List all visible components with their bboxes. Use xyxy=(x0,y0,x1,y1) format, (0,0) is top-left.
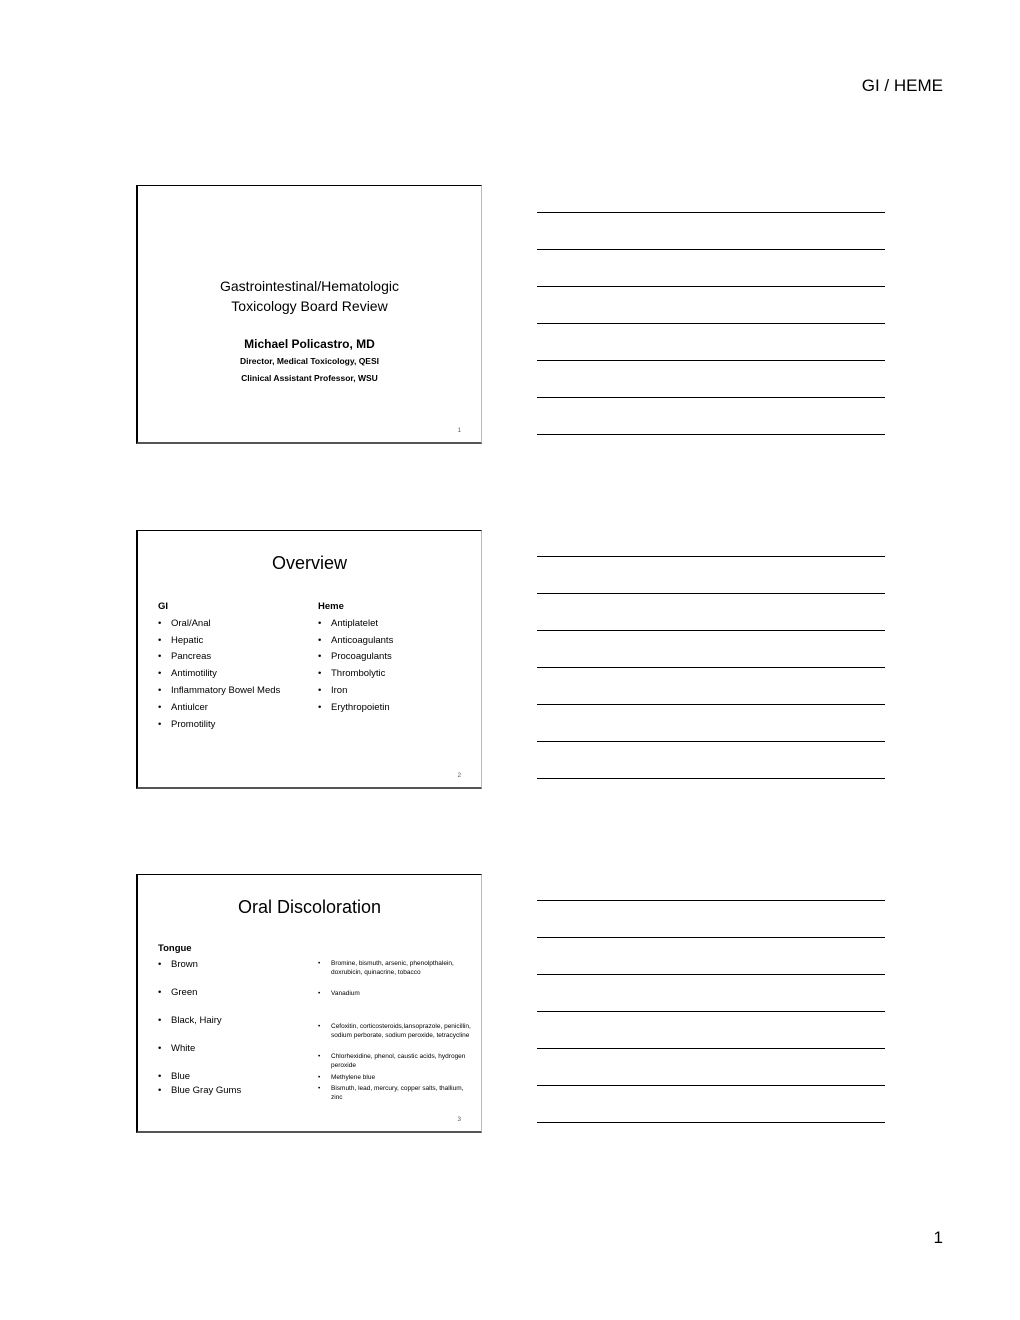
heme-column xyxy=(318,599,393,717)
note-line xyxy=(537,1011,885,1012)
note-line xyxy=(537,1048,885,1049)
gi-column xyxy=(158,599,280,733)
gi-item: • Pancreas xyxy=(158,649,280,666)
slide-1-thumbnail xyxy=(136,185,482,444)
color-item xyxy=(158,987,197,998)
note-line xyxy=(537,900,885,901)
heme-heading: Heme xyxy=(318,601,344,612)
color-blue-gray-gums: • Blue Gray Gums xyxy=(158,1085,241,1096)
gi-item: • Antimotility xyxy=(158,666,280,683)
slide-1-number: 1 xyxy=(457,428,461,434)
slide-2-thumbnail xyxy=(136,530,482,789)
note-line xyxy=(537,741,885,742)
slide-2-number: 2 xyxy=(457,773,461,779)
note-line xyxy=(537,704,885,705)
color-item xyxy=(158,1071,190,1082)
agent-list-blue: • Methylene blue xyxy=(318,1073,476,1082)
note-line xyxy=(537,212,885,213)
heme-item: • Anticoagulants xyxy=(318,633,393,650)
agent-list-brown: • Bromine, bismuth, arsenic, phenolpthalein, doxrubicin, quinacrine, tobacco xyxy=(318,959,476,978)
slide-2-heading: Overview xyxy=(271,553,347,573)
color-blue: • Blue xyxy=(158,1071,190,1082)
color-black-hairy: • Black, Hairy xyxy=(158,1015,222,1026)
agent-list-green: • Vanadium xyxy=(318,989,476,998)
heme-item: • Procoagulants xyxy=(318,649,393,666)
slide-1-title-line-2: Toxicology Board Review xyxy=(231,298,388,314)
gi-item: • Antiulcer xyxy=(158,700,280,717)
color-green: • Green xyxy=(158,987,197,998)
gi-item: • Inflammatory Bowel Meds xyxy=(158,683,280,700)
heme-item: • Antiplatelet xyxy=(318,616,393,633)
agent-list-white: • Chlorhexidine, phenol, caustic acids, hydrogen peroxide xyxy=(318,1052,476,1071)
note-line xyxy=(537,937,885,938)
note-line xyxy=(537,434,885,435)
note-line xyxy=(537,286,885,287)
page-number: 1 xyxy=(933,1228,943,1247)
note-line xyxy=(537,778,885,779)
color-item xyxy=(158,959,198,970)
agent-list-black-hairy: • Cefoxitin, corticosteroids,lansoprazole, penicillin, sodium perborate, sodium peroxide, tetracycline xyxy=(318,1022,476,1041)
note-line xyxy=(537,974,885,975)
heme-item: • Thrombolytic xyxy=(318,666,393,683)
gi-item: • Hepatic xyxy=(158,633,280,650)
agent-list-blue-gray-gums: • Bismuth, lead, mercury, copper salts, thallium, zinc xyxy=(318,1084,476,1103)
heme-item: • Iron xyxy=(318,683,393,700)
slide-3-thumbnail xyxy=(136,874,482,1133)
note-line xyxy=(537,667,885,668)
note-line xyxy=(537,397,885,398)
color-item xyxy=(158,1043,195,1054)
slide-3-number: 3 xyxy=(457,1117,461,1123)
gi-item: • Oral/Anal xyxy=(158,616,280,633)
note-line xyxy=(537,1122,885,1123)
color-brown: • Brown xyxy=(158,959,198,970)
note-line xyxy=(537,360,885,361)
note-line xyxy=(537,1085,885,1086)
slide-1-title xyxy=(138,276,481,316)
note-line xyxy=(537,556,885,557)
tongue-subheading: Tongue xyxy=(158,943,192,954)
note-line xyxy=(537,593,885,594)
gi-item: • Promotility xyxy=(158,717,280,734)
slide-1-role-1: Director, Medical Toxicology, QESI xyxy=(239,356,380,366)
gi-heading: GI xyxy=(158,601,169,612)
slide-3-heading: Oral Discoloration xyxy=(237,897,382,917)
color-white: • White xyxy=(158,1043,195,1054)
heme-item: • Erythropoietin xyxy=(318,700,393,717)
page-header-title: GI / HEME xyxy=(861,76,943,95)
color-item xyxy=(158,1015,222,1026)
slide-1-role-2: Clinical Assistant Professor, WSU xyxy=(241,373,378,383)
slide-1-author: Michael Policastro, MD xyxy=(244,337,375,351)
note-line xyxy=(537,323,885,324)
note-line xyxy=(537,249,885,250)
note-line xyxy=(537,630,885,631)
color-item xyxy=(158,1085,241,1096)
slide-1-title-line-1: Gastrointestinal/Hematologic xyxy=(220,278,399,294)
